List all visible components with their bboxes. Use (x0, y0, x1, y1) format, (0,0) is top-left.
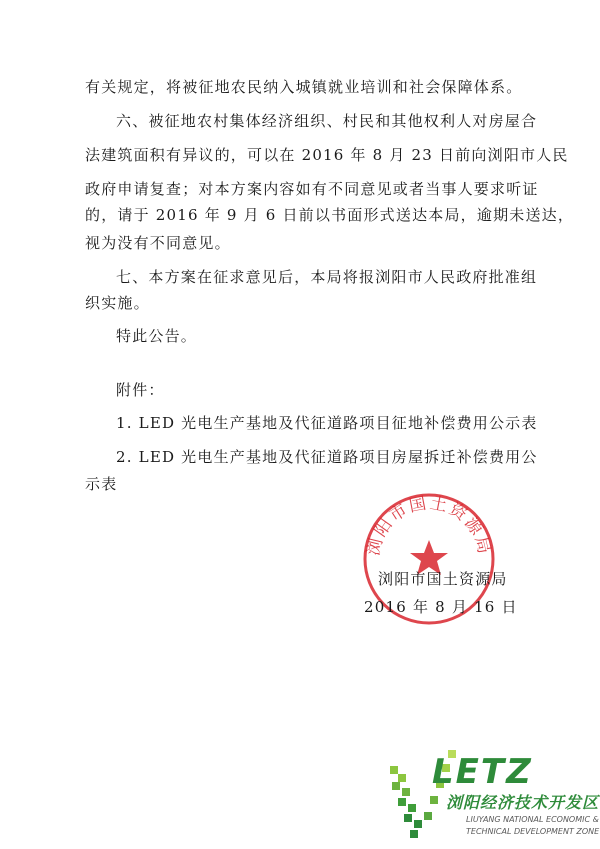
attachment-item: 1. LED 光电生产基地及代征道路项目征地补偿费用公示表 (116, 414, 538, 432)
body-line: 政府申请复查；对本方案内容如有不同意见或者当事人要求听证 (85, 180, 539, 198)
logo-english-line-1: LIUYANG NATIONAL ECONOMIC & (466, 815, 599, 824)
body-line: 视为没有不同意见。 (85, 234, 231, 252)
body-line: 六、被征地农村集体经济组织、村民和其他权利人对房屋合 (116, 112, 538, 130)
body-line: 七、本方案在征求意见后，本局将报浏阳市人民政府批准组 (116, 268, 538, 286)
signing-date: 2016 年 8 月 16 日 (364, 598, 518, 616)
svg-text:浏阳市国土资源局: 浏阳市国土资源局 (363, 493, 495, 558)
body-line: 织实施。 (85, 294, 150, 312)
logo-chinese-name: 浏阳经济技术开发区 (446, 793, 600, 812)
body-line: 有关规定，将被征地农民纳入城镇就业培训和社会保障体系。 (85, 78, 523, 96)
signing-agency: 浏阳市国土资源局 (378, 570, 508, 588)
logo-wordmark: LETZ (432, 752, 533, 792)
attachment-heading: 附件： (116, 381, 165, 399)
body-line: 法建筑面积有异议的，可以在 2016 年 8 月 23 日前向浏阳市人民 (85, 146, 569, 164)
closing-line: 特此公告。 (116, 327, 198, 345)
attachment-item-continued: 示表 (85, 475, 118, 493)
attachment-item: 2. LED 光电生产基地及代征道路项目房屋拆迁补偿费用公 (116, 448, 538, 466)
body-line: 的，请于 2016 年 9 月 6 日前以书面形式送达本局，逾期未送达， (85, 206, 575, 224)
logo-english-line-2: TECHNICAL DEVELOPMENT ZONE (466, 827, 600, 836)
